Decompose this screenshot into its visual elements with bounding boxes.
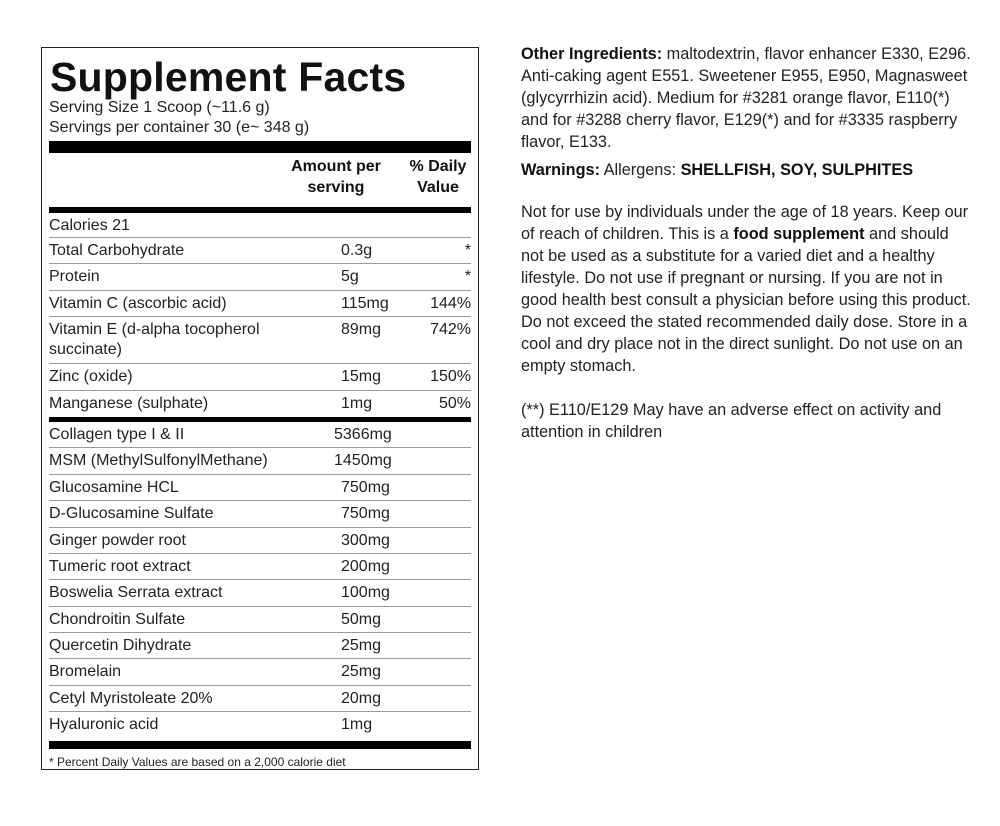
- ingredient-row: [49, 422, 471, 448]
- ingredient-row: [49, 528, 471, 554]
- nutrient-name: Total Carbohydrate: [49, 242, 185, 259]
- ingredient-amount: 100mg: [341, 584, 390, 601]
- other-ingredients-text: maltodextrin, flavor enhancer E330, E296. Anti-caking agent E551. Sweetener E955, E950, Magnasweet (glycyrrhizin acid). Medium for #3281 orange flavor, E110(*) and for #3288 cherry flavor, E129(*) and for #3335 raspberry flavor, E133.: [521, 45, 971, 151]
- ingredient-name: MSM (MethylSulfonylMethane): [49, 452, 268, 469]
- product-info: [521, 43, 971, 443]
- allergens-list: SHELLFISH, SOY, SULPHITES: [680, 161, 914, 179]
- ingredient-name: Ginger powder root: [49, 532, 186, 549]
- nutrient-name: Vitamin C (ascorbic acid): [49, 295, 227, 312]
- dv-header-line1: % Daily: [409, 158, 467, 175]
- dv-header-line2: Value: [417, 179, 459, 196]
- nutrient-dv: *: [464, 268, 471, 285]
- ingredient-row: [49, 659, 471, 686]
- servings-per-container: Servings per container 30 (e~ 348 g): [49, 119, 310, 136]
- amount-header-line2: serving: [307, 179, 365, 196]
- nutrient-row: [49, 264, 471, 291]
- usage-text-2: and should not be used as a substitute for a varied diet and a healthy lifestyle. Do not use if pregnant or nursing. If you are not in good health best consult a physician before using this product. Do not exceed the stated recommended daily dose. Store in a cool and dry place not in the direct sunlight. Do not use on an empty stomach.: [521, 225, 971, 375]
- nutrient-amount: 115mg: [341, 295, 389, 312]
- other-ingredients-label: Other Ingredients:: [521, 45, 663, 63]
- ingredient-amount: 25mg: [341, 663, 382, 680]
- ingredient-row: [49, 554, 471, 580]
- ingredient-amount: 20mg: [341, 690, 382, 707]
- nutrient-dv: 150%: [430, 368, 471, 385]
- divider-thick: [49, 141, 471, 153]
- ingredient-row: [49, 501, 471, 528]
- ingredient-row: [49, 686, 471, 712]
- nutrient-row: [49, 291, 471, 317]
- allergens-label: Allergens:: [600, 161, 681, 179]
- ingredient-amount: 25mg: [341, 637, 382, 654]
- ingredient-name: Tumeric root extract: [49, 558, 191, 575]
- ingredient-name: Boswelia Serrata extract: [49, 584, 223, 601]
- daily-value-footnote: * Percent Daily Values are based on a 2,000 calorie diet: [49, 755, 346, 769]
- ingredient-name: Cetyl Myristoleate 20%: [49, 690, 213, 707]
- ingredient-amount: 1mg: [341, 716, 373, 733]
- usage-text-1: Not for use by individuals under the age of 18 years. Keep our of reach of children. This is a: [521, 203, 969, 243]
- ingredient-name: Hyaluronic acid: [49, 716, 159, 733]
- ingredient-row: [49, 712, 471, 739]
- nutrient-row: [49, 364, 471, 391]
- ingredient-amount: 200mg: [341, 558, 390, 575]
- nutrient-amount: 0.3g: [341, 242, 373, 259]
- nutrient-amount: 89mg: [341, 321, 382, 338]
- ingredient-name: Quercetin Dihydrate: [49, 637, 192, 654]
- nutrient-dv: 144%: [430, 295, 471, 312]
- column-header: [49, 153, 471, 207]
- nutrient-amount: 5g: [341, 268, 359, 285]
- amount-header: [280, 156, 392, 198]
- usage-paragraph: [521, 201, 971, 377]
- supplement-facts-panel: [41, 47, 479, 770]
- nutrient-name: Manganese (sulphate): [49, 395, 209, 412]
- ingredient-amount: 50mg: [341, 611, 382, 628]
- nutrient-amount: 15mg: [341, 368, 382, 385]
- divider-bottom: [49, 741, 471, 749]
- calories-row: [49, 213, 471, 238]
- warnings-label: Warnings:: [521, 161, 600, 179]
- usage-bold: food supplement: [733, 225, 865, 243]
- panel-title: Supplement Facts: [50, 54, 407, 100]
- ingredient-name: Bromelain: [49, 663, 122, 680]
- ingredient-name: D-Glucosamine Sulfate: [49, 505, 214, 522]
- nutrient-row: [49, 317, 471, 364]
- ingredient-amount: 750mg: [341, 479, 390, 496]
- serving-size: Serving Size 1 Scoop (~11.6 g): [49, 99, 270, 116]
- nutrient-dv: 742%: [430, 321, 471, 338]
- nutrient-amount: 1mg: [341, 395, 373, 412]
- ingredient-amount: 300mg: [341, 532, 390, 549]
- ingredient-row: [49, 475, 471, 501]
- nutrient-row: [49, 238, 471, 264]
- nutrient-name: Zinc (oxide): [49, 368, 133, 385]
- ingredient-row: [49, 633, 471, 659]
- calories-label: Calories 21: [49, 217, 130, 234]
- ingredient-amount: 750mg: [341, 505, 390, 522]
- ingredient-row: [49, 448, 471, 475]
- warnings-paragraph: [521, 159, 971, 181]
- nutrient-row: [49, 391, 471, 417]
- nutrient-name: Protein: [49, 268, 100, 285]
- amount-header-line1: Amount per: [291, 158, 381, 175]
- ingredient-name: Glucosamine HCL: [49, 479, 179, 496]
- other-ingredients-paragraph: [521, 43, 971, 153]
- ingredient-amount: 5366mg: [334, 426, 392, 443]
- nutrient-dv: 50%: [438, 395, 471, 412]
- ingredient-row: [49, 580, 471, 607]
- ingredient-name: Chondroitin Sulfate: [49, 611, 186, 628]
- ingredient-name: Collagen type I & II: [49, 426, 185, 443]
- nutrient-dv: *: [464, 242, 471, 259]
- daily-value-header: [402, 156, 474, 198]
- adverse-effect-note: (**) E110/E129 May have an adverse effect on activity and attention in children: [521, 401, 942, 441]
- nutrient-name: Vitamin E (d-alpha tocopherol succinate): [49, 321, 260, 358]
- ingredient-amount: 1450mg: [334, 452, 392, 469]
- ingredient-row: [49, 607, 471, 633]
